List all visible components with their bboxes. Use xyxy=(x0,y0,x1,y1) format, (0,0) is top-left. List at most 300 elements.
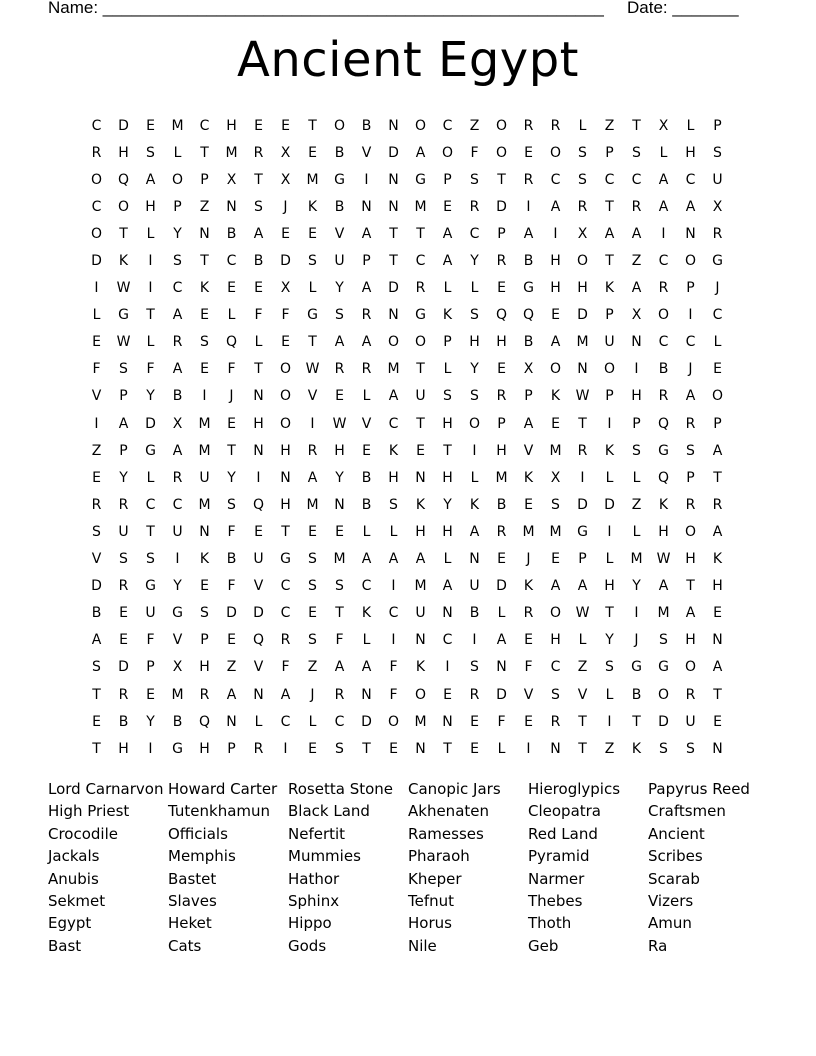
grid-letter: N xyxy=(685,225,696,242)
word-list-item: Horus xyxy=(408,914,452,933)
grid-letter: K xyxy=(523,469,534,486)
grid-letter: B xyxy=(172,388,183,405)
grid-letter: L xyxy=(146,225,155,242)
grid-letter: X xyxy=(658,117,669,134)
grid-letter: L xyxy=(443,361,452,378)
grid-letter: Q xyxy=(657,415,670,432)
word-list-item: Kheper xyxy=(408,869,462,888)
name-field-label: Name: _____________________________________________________ xyxy=(48,0,604,17)
grid-letter: E xyxy=(713,361,722,378)
grid-letter: B xyxy=(118,713,129,730)
grid-letter: R xyxy=(307,442,318,459)
grid-letter: L xyxy=(632,469,641,486)
word-list-item: Akhenaten xyxy=(408,802,489,821)
grid-letter: I xyxy=(553,225,558,242)
grid-letter: S xyxy=(443,388,452,405)
word-list-item: Black Land xyxy=(288,802,370,821)
grid-letter: I xyxy=(310,415,315,432)
grid-letter: L xyxy=(254,334,263,351)
grid-letter: A xyxy=(658,171,669,188)
grid-letter: A xyxy=(685,198,696,215)
grid-letter: K xyxy=(415,659,426,676)
word-list-item: Ancient xyxy=(648,824,705,843)
word-list-item: Ramesses xyxy=(408,824,484,843)
word-list-item: Canopic Jars xyxy=(408,780,501,798)
grid-letter: E xyxy=(146,117,155,134)
grid-letter: B xyxy=(334,198,345,215)
grid-letter: S xyxy=(335,307,344,324)
grid-letter: V xyxy=(523,442,534,459)
grid-letter: L xyxy=(605,686,614,703)
grid-letter: K xyxy=(415,496,426,513)
grid-letter: I xyxy=(283,740,288,757)
grid-letter: R xyxy=(658,280,669,297)
grid-letter: R xyxy=(172,469,183,486)
grid-letter: S xyxy=(227,496,236,513)
grid-letter: A xyxy=(550,334,561,351)
grid-letter: N xyxy=(361,686,372,703)
grid-letter: A xyxy=(469,523,480,540)
grid-letter: S xyxy=(335,740,344,757)
grid-letter: K xyxy=(199,551,210,568)
grid-letter: N xyxy=(496,659,507,676)
grid-letter: S xyxy=(605,659,614,676)
grid-letter: J xyxy=(229,388,234,405)
grid-letter: C xyxy=(685,334,696,351)
grid-letter: Q xyxy=(117,171,130,188)
grid-letter: T xyxy=(308,117,317,134)
grid-letter: D xyxy=(496,686,507,703)
grid-letter: L xyxy=(362,388,371,405)
grid-letter: E xyxy=(254,523,263,540)
grid-letter: H xyxy=(442,523,453,540)
grid-letter: P xyxy=(686,280,695,297)
grid-letter: I xyxy=(94,280,99,297)
grid-letter: D xyxy=(118,659,129,676)
grid-letter: C xyxy=(388,415,399,432)
grid-letter: S xyxy=(119,551,128,568)
grid-letter: E xyxy=(524,632,533,649)
grid-letter: T xyxy=(146,523,155,540)
grid-letter: U xyxy=(199,469,210,486)
grid-letter: E xyxy=(335,388,344,405)
grid-letter: X xyxy=(280,280,291,297)
grid-letter: I xyxy=(472,442,477,459)
grid-letter: J xyxy=(688,361,693,378)
grid-letter: R xyxy=(91,144,102,161)
grid-letter: S xyxy=(659,632,668,649)
grid-letter: I xyxy=(364,171,369,188)
word-list-item: Tefnut xyxy=(408,891,455,910)
grid-letter: P xyxy=(362,253,371,270)
word-list-item: Slaves xyxy=(168,891,217,910)
grid-letter: R xyxy=(712,496,723,513)
grid-letter: E xyxy=(308,740,317,757)
grid-letter: M xyxy=(549,523,562,540)
grid-letter: X xyxy=(577,225,588,242)
grid-letter: B xyxy=(226,551,237,568)
word-list-item: Jackals xyxy=(48,847,100,866)
grid-letter: L xyxy=(443,280,452,297)
grid-letter: N xyxy=(388,198,399,215)
grid-letter: D xyxy=(226,605,237,622)
grid-letter: Y xyxy=(443,496,452,513)
grid-letter: I xyxy=(634,361,639,378)
grid-letter: L xyxy=(632,523,641,540)
grid-letter: A xyxy=(172,361,183,378)
grid-letter: M xyxy=(414,198,427,215)
grid-letter: J xyxy=(715,280,720,297)
grid-letter: S xyxy=(200,605,209,622)
grid-letter: A xyxy=(658,198,669,215)
grid-letter: B xyxy=(361,496,372,513)
grid-letter: C xyxy=(199,117,210,134)
grid-letter: I xyxy=(580,469,585,486)
grid-letter: C xyxy=(91,198,102,215)
grid-letter: M xyxy=(630,551,643,568)
grid-letter: B xyxy=(334,144,345,161)
grid-letter: N xyxy=(226,198,237,215)
grid-letter: C xyxy=(226,253,237,270)
grid-letter: E xyxy=(200,307,209,324)
grid-letter: K xyxy=(712,551,723,568)
grid-letter: M xyxy=(387,361,400,378)
grid-letter: I xyxy=(148,280,153,297)
grid-letter: B xyxy=(496,496,507,513)
grid-letter: A xyxy=(226,686,237,703)
grid-letter: V xyxy=(334,225,345,242)
grid-letter: F xyxy=(389,659,398,676)
grid-letter: C xyxy=(145,496,156,513)
grid-letter: L xyxy=(470,280,479,297)
grid-letter: R xyxy=(496,253,507,270)
grid-letter: E xyxy=(254,280,263,297)
grid-letter: W xyxy=(305,361,320,378)
grid-letter: I xyxy=(148,740,153,757)
grid-letter: G xyxy=(658,442,669,459)
grid-letter: M xyxy=(198,496,211,513)
letter-grid xyxy=(83,112,731,762)
grid-letter: M xyxy=(198,415,211,432)
grid-letter: I xyxy=(472,632,477,649)
word-list-item: Hieroglypics xyxy=(528,780,621,798)
grid-letter: T xyxy=(227,442,236,459)
grid-letter: P xyxy=(497,415,506,432)
grid-letter: I xyxy=(256,469,261,486)
grid-letter: O xyxy=(171,171,184,188)
grid-letter: U xyxy=(172,523,183,540)
grid-letter: R xyxy=(550,713,561,730)
grid-letter: L xyxy=(146,334,155,351)
grid-letter: D xyxy=(253,605,264,622)
grid-letter: L xyxy=(362,632,371,649)
grid-letter: I xyxy=(526,740,531,757)
grid-letter: E xyxy=(497,361,506,378)
grid-letter: G xyxy=(577,523,588,540)
grid-letter: F xyxy=(227,523,236,540)
grid-letter: D xyxy=(388,280,399,297)
grid-letter: G xyxy=(415,171,426,188)
grid-letter: S xyxy=(686,740,695,757)
grid-letter: O xyxy=(684,659,697,676)
grid-letter: D xyxy=(361,713,372,730)
grid-letter: E xyxy=(551,551,560,568)
word-list-item: Pharaoh xyxy=(408,847,470,866)
grid-letter: L xyxy=(254,713,263,730)
grid-letter: U xyxy=(145,605,156,622)
grid-letter: H xyxy=(577,280,588,297)
grid-letter: Q xyxy=(252,632,265,649)
grid-letter: S xyxy=(551,686,560,703)
grid-letter: T xyxy=(389,225,398,242)
grid-letter: L xyxy=(686,117,695,134)
grid-letter: H xyxy=(442,415,453,432)
grid-letter: O xyxy=(549,361,562,378)
grid-letter: T xyxy=(146,307,155,324)
grid-letter: Y xyxy=(227,469,236,486)
grid-letter: P xyxy=(227,740,236,757)
grid-letter: R xyxy=(685,415,696,432)
grid-letter: Q xyxy=(198,713,211,730)
grid-letter: A xyxy=(253,225,264,242)
grid-letter: A xyxy=(442,253,453,270)
grid-letter: A xyxy=(658,578,669,595)
grid-letter: N xyxy=(415,469,426,486)
grid-letter: R xyxy=(199,686,210,703)
grid-letter: P xyxy=(146,659,155,676)
grid-letter: C xyxy=(280,605,291,622)
grid-letter: P xyxy=(605,307,614,324)
grid-letter: P xyxy=(200,171,209,188)
grid-letter: L xyxy=(659,144,668,161)
grid-letter: Z xyxy=(199,198,210,215)
grid-letter: C xyxy=(604,171,615,188)
grid-letter: H xyxy=(145,198,156,215)
grid-letter: E xyxy=(524,713,533,730)
grid-letter: F xyxy=(281,307,290,324)
grid-letter: G xyxy=(118,307,129,324)
grid-letter: W xyxy=(575,605,590,622)
word-list-item: Egypt xyxy=(48,914,92,933)
grid-letter: C xyxy=(712,307,723,324)
grid-letter: M xyxy=(549,442,562,459)
grid-letter: E xyxy=(92,713,101,730)
grid-letter: V xyxy=(361,144,372,161)
grid-letter: M xyxy=(333,551,346,568)
grid-letter: F xyxy=(227,361,236,378)
grid-letter: R xyxy=(685,686,696,703)
grid-letter: R xyxy=(523,171,534,188)
grid-letter: O xyxy=(495,144,508,161)
grid-letter: E xyxy=(443,686,452,703)
grid-letter: H xyxy=(280,442,291,459)
word-list-item: Ra xyxy=(648,936,668,955)
grid-letter: T xyxy=(200,144,209,161)
grid-letter: J xyxy=(634,632,639,649)
grid-letter: O xyxy=(333,117,346,134)
grid-letter: O xyxy=(603,361,616,378)
grid-letter: S xyxy=(470,307,479,324)
grid-letter: E xyxy=(497,280,506,297)
grid-letter: X xyxy=(172,415,183,432)
grid-letter: S xyxy=(389,496,398,513)
grid-letter: V xyxy=(253,659,264,676)
grid-letter: A xyxy=(496,632,507,649)
grid-letter: T xyxy=(443,442,452,459)
grid-letter: C xyxy=(631,171,642,188)
grid-letter: R xyxy=(685,496,696,513)
grid-letter: S xyxy=(308,551,317,568)
grid-letter: X xyxy=(523,361,534,378)
grid-letter: U xyxy=(712,171,723,188)
grid-letter: M xyxy=(522,523,535,540)
grid-letter: R xyxy=(334,686,345,703)
grid-letter: E xyxy=(335,523,344,540)
grid-letter: K xyxy=(199,280,210,297)
grid-letter: V xyxy=(91,551,102,568)
grid-letter: T xyxy=(416,415,425,432)
grid-letter: G xyxy=(172,605,183,622)
word-list-item: Nile xyxy=(408,936,437,955)
word-list-item: Officials xyxy=(168,824,228,843)
grid-letter: H xyxy=(604,578,615,595)
grid-letter: E xyxy=(497,551,506,568)
grid-letter: M xyxy=(657,605,670,622)
grid-letter: C xyxy=(550,659,561,676)
grid-letter: S xyxy=(308,253,317,270)
grid-letter: U xyxy=(604,334,615,351)
word-list-item: Mummies xyxy=(288,847,361,866)
grid-letter: Z xyxy=(307,659,318,676)
grid-letter: O xyxy=(90,225,103,242)
grid-letter: Z xyxy=(631,253,642,270)
grid-letter: Y xyxy=(119,469,128,486)
word-list-item: Craftsmen xyxy=(648,802,726,821)
word-list-item: Hippo xyxy=(288,914,332,933)
grid-letter: H xyxy=(712,578,723,595)
grid-letter: M xyxy=(171,686,184,703)
grid-letter: I xyxy=(445,659,450,676)
grid-letter: B xyxy=(523,334,534,351)
grid-letter: M xyxy=(306,171,319,188)
grid-letter: B xyxy=(523,253,534,270)
grid-letter: Q xyxy=(252,496,265,513)
grid-letter: H xyxy=(469,334,480,351)
grid-letter: K xyxy=(631,740,642,757)
grid-letter: I xyxy=(607,415,612,432)
grid-letter: D xyxy=(91,253,102,270)
grid-letter: N xyxy=(442,713,453,730)
grid-letter: M xyxy=(576,334,589,351)
grid-letter: D xyxy=(496,198,507,215)
grid-letter: C xyxy=(280,713,291,730)
grid-letter: P xyxy=(605,388,614,405)
grid-letter: K xyxy=(118,253,129,270)
grid-letter: T xyxy=(362,740,371,757)
grid-letter: E xyxy=(713,605,722,622)
grid-letter: K xyxy=(550,388,561,405)
grid-letter: T xyxy=(605,253,614,270)
grid-letter: V xyxy=(523,686,534,703)
grid-letter: S xyxy=(470,171,479,188)
grid-letter: H xyxy=(118,144,129,161)
grid-letter: P xyxy=(119,388,128,405)
word-list-item: Crocodile xyxy=(48,824,118,843)
grid-letter: S xyxy=(146,551,155,568)
grid-letter: R xyxy=(523,117,534,134)
grid-letter: E xyxy=(119,605,128,622)
grid-letter: R xyxy=(523,605,534,622)
grid-letter: S xyxy=(470,659,479,676)
grid-letter: H xyxy=(658,523,669,540)
grid-letter: Z xyxy=(604,117,615,134)
grid-letter: M xyxy=(414,578,427,595)
grid-letter: M xyxy=(495,469,508,486)
grid-letter: N xyxy=(415,632,426,649)
grid-letter: K xyxy=(442,307,453,324)
grid-letter: I xyxy=(175,551,180,568)
grid-letter: O xyxy=(549,605,562,622)
word-list-item: Lord Carnarvon xyxy=(48,780,164,798)
grid-letter: Z xyxy=(469,117,480,134)
grid-letter: U xyxy=(685,713,696,730)
grid-letter: P xyxy=(119,442,128,459)
grid-letter: A xyxy=(631,280,642,297)
grid-letter: U xyxy=(415,605,426,622)
grid-letter: Z xyxy=(604,740,615,757)
grid-letter: Y xyxy=(335,280,344,297)
word-list-item: Thoth xyxy=(528,914,572,933)
grid-letter: Y xyxy=(146,713,155,730)
grid-letter: T xyxy=(497,171,506,188)
grid-letter: B xyxy=(658,361,669,378)
grid-letter: S xyxy=(632,144,641,161)
grid-letter: N xyxy=(253,686,264,703)
grid-letter: A xyxy=(442,578,453,595)
grid-letter: P xyxy=(200,632,209,649)
grid-letter: T xyxy=(281,523,290,540)
grid-letter: H xyxy=(253,415,264,432)
grid-letter: S xyxy=(713,144,722,161)
grid-letter: A xyxy=(307,469,318,486)
grid-letter: Q xyxy=(225,334,238,351)
grid-letter: N xyxy=(388,171,399,188)
grid-letter: D xyxy=(658,713,669,730)
grid-letter: F xyxy=(497,713,506,730)
grid-letter: L xyxy=(308,280,317,297)
grid-letter: H xyxy=(442,469,453,486)
word-list-item: Bastet xyxy=(168,869,217,888)
grid-letter: R xyxy=(361,307,372,324)
grid-letter: L xyxy=(173,144,182,161)
grid-letter: Q xyxy=(495,307,508,324)
grid-letter: I xyxy=(391,578,396,595)
grid-letter: V xyxy=(307,388,318,405)
grid-letter: S xyxy=(578,171,587,188)
grid-letter: K xyxy=(469,496,480,513)
grid-letter: Y xyxy=(470,253,479,270)
grid-letter: R xyxy=(577,442,588,459)
grid-letter: E xyxy=(308,225,317,242)
grid-letter: P xyxy=(605,144,614,161)
grid-letter: O xyxy=(657,307,670,324)
grid-letter: O xyxy=(117,198,130,215)
grid-letter: M xyxy=(171,117,184,134)
grid-letter: D xyxy=(91,578,102,595)
grid-letter: V xyxy=(361,415,372,432)
grid-letter: D xyxy=(577,307,588,324)
grid-letter: O xyxy=(468,415,481,432)
